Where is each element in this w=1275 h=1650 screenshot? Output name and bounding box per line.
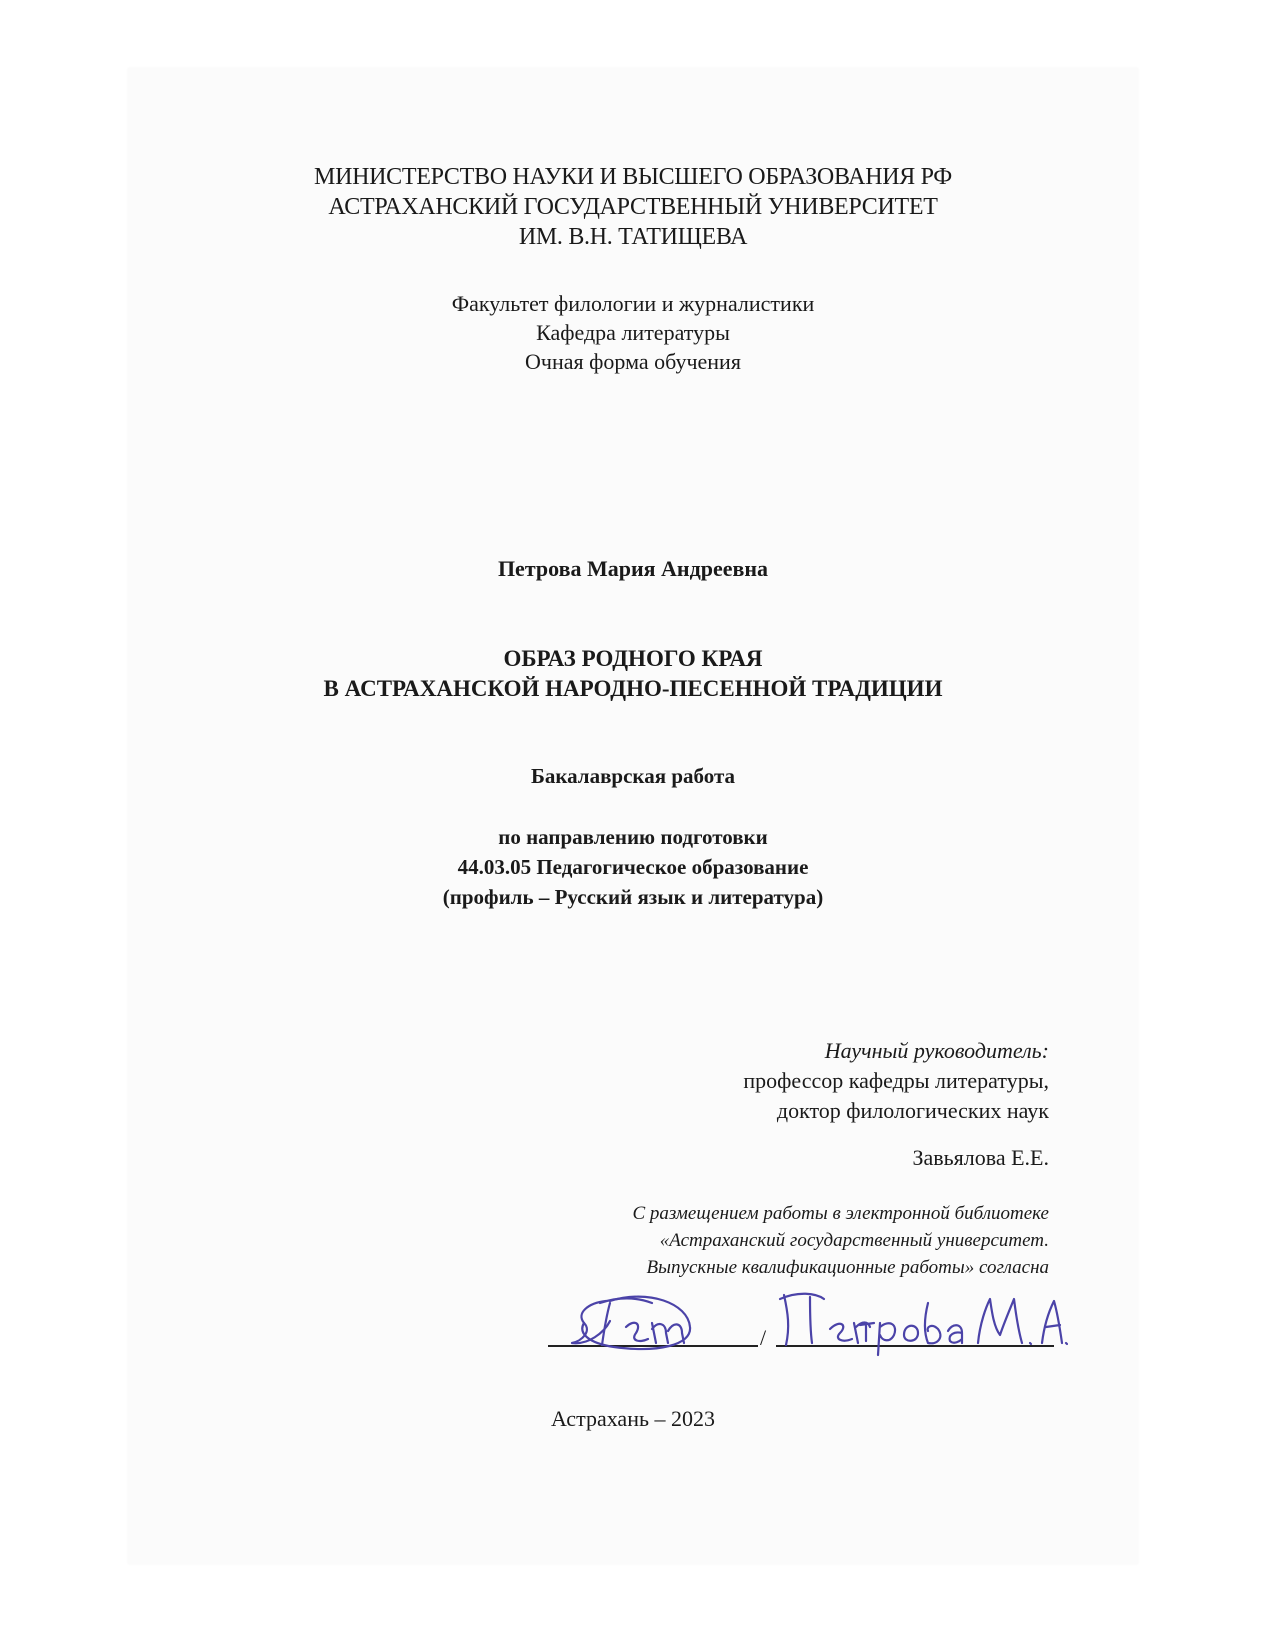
supervisor-position: профессор кафедры литературы,: [743, 1068, 1049, 1093]
city-year: Астрахань – 2023: [550, 1406, 716, 1431]
direction-line-3: (профиль – Русский язык и литература): [442, 885, 824, 909]
library-consent: [632, 1200, 1049, 1281]
study-direction: [128, 822, 1138, 912]
title-line-1: ОБРАЗ РОДНОГО КРАЯ: [503, 646, 763, 671]
supervisor-caption: Научный руководитель:: [824, 1038, 1049, 1063]
department-name: Кафедра литературы: [536, 320, 730, 345]
signature-separator: /: [760, 1325, 767, 1350]
signature-area: [548, 1283, 1068, 1358]
faculty-name: Факультет филологии и журналистики: [451, 291, 815, 316]
study-form: Очная форма обучения: [525, 349, 741, 374]
thesis-title: [128, 644, 1138, 704]
author-name: Петрова Мария Андреевна: [497, 556, 769, 581]
consent-line-1: С размещением работы в электронной библиотеке: [632, 1203, 1049, 1224]
header-line-3: ИМ. В.Н. ТАТИЩЕВА: [518, 224, 748, 250]
handwritten-signature: [548, 1283, 1068, 1358]
consent-line-3: Выпускные квалификационные работы» согласна: [646, 1257, 1049, 1278]
supervisor-name: Завьялова Е.Е.: [912, 1145, 1049, 1170]
direction-line-2: 44.03.05 Педагогическое образование: [457, 855, 809, 879]
direction-line-1: по направлению подготовки: [498, 825, 768, 849]
title-line-2: В АСТРАХАНСКОЙ НАРОДНО-ПЕСЕННОЙ ТРАДИЦИИ: [323, 676, 943, 701]
supervisor-block: [743, 1036, 1049, 1126]
supervisor-degree: доктор филологических наук: [776, 1098, 1049, 1123]
work-type: Бакалаврская работа: [530, 764, 736, 788]
ministry-header: [128, 162, 1138, 252]
consent-line-2: «Астраханский государственный университет.: [659, 1230, 1049, 1251]
header-line-1: МИНИСТЕРСТВО НАУКИ И ВЫСШЕГО ОБРАЗОВАНИЯ РФ: [314, 164, 952, 190]
header-line-2: АСТРАХАНСКИЙ ГОСУДАРСТВЕННЫЙ УНИВЕРСИТЕТ: [328, 194, 938, 220]
faculty-block: [128, 289, 1138, 376]
